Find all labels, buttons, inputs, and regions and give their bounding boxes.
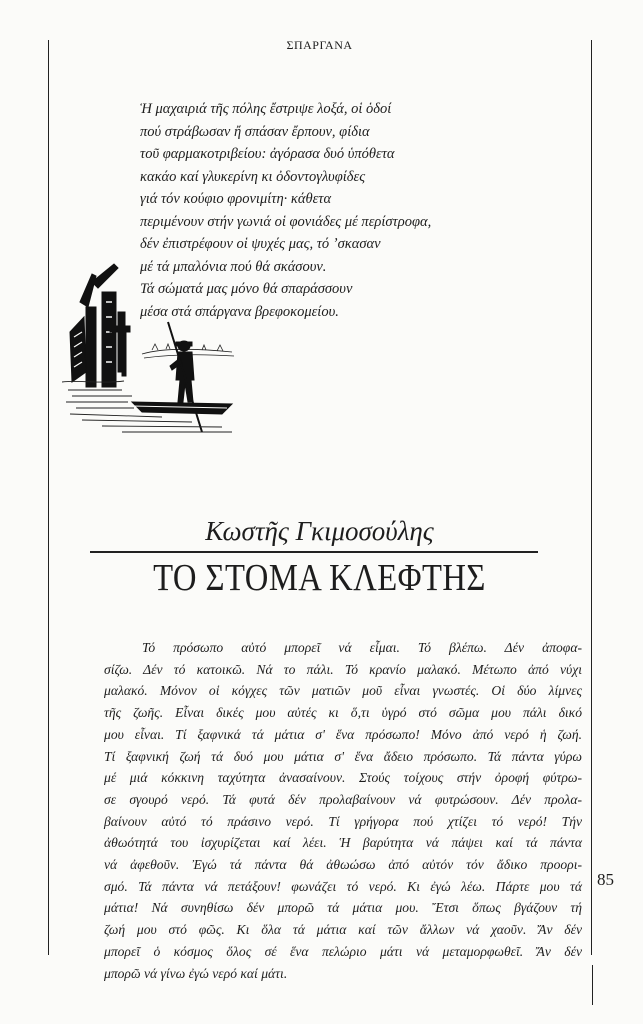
prose-line: μπορεῖ ὁ κόσμος ὅλος σέ ἕνα πελώριο μάτι νά μεταμορφωθεῖ. Ἄν δέν [104, 943, 582, 959]
prose-line: σίζω. Δέν τό κατοικῶ. Νά το πάλι. Τό κρανίο μαλακό. Μέτωπο ἀπό νύχι [104, 661, 582, 677]
boatman-engraving-icon [62, 262, 242, 437]
prose-line: ἀθωότητά του ἰσχυρίζεται καί λέει. Ἡ βαρύτητα νά πάψει καί τά πάντα [104, 835, 582, 851]
prose-line: μέ μιά κόκκινη ταχύτητα ἀνασαίνουν. Στούς τοίχους στήν ὀροφή φύτρω- [104, 770, 582, 786]
prose-line: Τί ξαφνική ζωή τά δυό μου μάτια σ' ἕνα ἄδειο πρόσωπο. Τά πάντα γύρω [104, 748, 582, 764]
prose-paragraph [104, 637, 582, 984]
left-margin-rule [48, 40, 49, 955]
poem-line: πού στράβωσαν ἤ σπάσαν ἔρπουν, φίδια [140, 123, 370, 140]
prose-line: μου εἶναι. Τί ξαφνικά τά μάτια σ' ἕνα πρόσωπο! Μόνο ἀπό νερό ἡ ζωή. [104, 726, 582, 742]
poem-line: μέσα στά σπάργανα βρεφοκομείου. [140, 303, 339, 320]
prose-line: ζωή μου στό φῶς. Κι ὅλα τά μάτια καί τῶν ἄλλων νά χαοῦν. Ἄν δέν [104, 922, 582, 938]
poem-line: τοῦ φαρμακοτριβείου: ἀγόρασα δυό ὑπόθετα [140, 146, 395, 162]
poem-line: μέ τά μπαλόνια πού θά σκάσουν. [140, 258, 327, 275]
prose-line: βαίνουν αὐτό τό πράσινο νερό. Τί γρήγορα πού χτίζει τό νερό! Τήν [104, 813, 582, 829]
prose-line: σμό. Τά πάντα νά πετάξουν! φωνάζει τό νερό. Κι ἐγώ λέω. Πάρτε μου τά [104, 878, 582, 894]
prose-line: μάτια! Νά συνηθίσω δέν μπορῶ τά μάτια μου. Ἔτσι ὅπως βγάζουν τή [104, 900, 582, 916]
poem-line: Τά σώματά μας μόνο θά σπαράσσουν [140, 281, 353, 297]
poem-line: δέν ἐπιστρέφουν οἱ ψυχές μας, τό ʼσκασαν [140, 236, 381, 252]
prose-line: μαλακό. Μόνον οἱ κόγχες τῶν ματιῶν μοῦ εἶναι γνωστές. Οἱ δύο λίμνες [104, 683, 582, 699]
poem-line: Ἡ μαχαιριά τῆς πόλης ἔστριψε λοξά, οἱ ὁδοί [140, 101, 392, 117]
prose-line: μπορῶ νά γίνω ἐγώ νερό καί μάτι. [104, 965, 288, 981]
prose-line: νά ἀφεθοῦν. Ἐγώ τά πάντα θά ἀθωώσω ἀπό αὐτόν τόν ἄδικο προορι- [104, 857, 582, 873]
poem-line: γιά τόν κούφιο φρονιμίτη· κάθετα [140, 191, 332, 207]
poem-line: περιμένουν στήν γωνιά οἱ φονιάδες μέ περίστροφα, [140, 213, 432, 230]
prose-line: τῆς ζωῆς. Εἶναι δικές μου αὐτές κι ὅ,τι ὑγρό στό σῶμα μου πάλι δικό [104, 705, 582, 721]
right-margin-rule-lower [592, 965, 593, 1005]
piece-title: ΤΟ ΣΤΟΜΑ ΚΛΕΦΤΗΣ [153, 557, 486, 599]
page-number: 85 [597, 870, 614, 889]
prose-line: σε σγουρό νερό. Τά φυτά δέν προλαβαίνουν νά φυτρώσουν. Δέν προλα- [104, 791, 582, 807]
right-margin-rule [591, 40, 592, 955]
prose-line: Τό πρόσωπο αὐτό μπορεῖ νά εἶμαι. Τό βλέπω. Δέν ἀποφα- [142, 640, 582, 655]
author-name: Κωστῆς Γκιμοσούλης [205, 516, 434, 546]
poem-line: κακάο καί γλυκερίνη κι ὀδοντογλυφίδες [140, 168, 366, 185]
title-rule [90, 551, 538, 553]
running-head: ΣΠΑΡΓΑΝΑ [286, 38, 353, 52]
